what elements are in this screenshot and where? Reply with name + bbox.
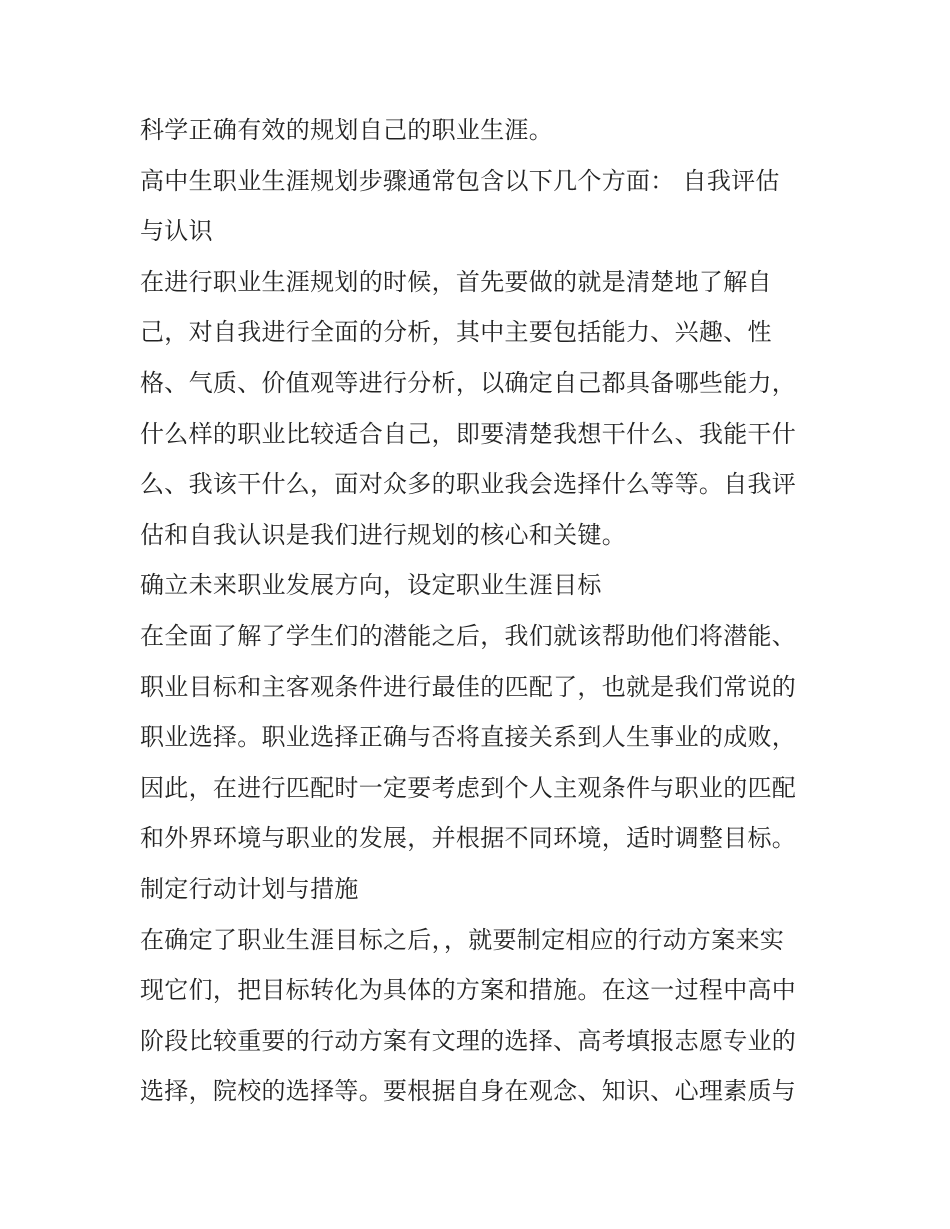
body-text-line: 什么样的职业比较适合自己，即要清楚我想干什么、我能干什 — [140, 419, 797, 448]
body-text-line: 阶段比较重要的行动方案有文理的选择、高考填报志愿专业的 — [140, 1026, 797, 1055]
body-text-line: 在进行职业生涯规划的时候，首先要做的就是清楚地了解自 — [140, 267, 772, 296]
body-text-line: 因此，在进行匹配时一定要考虑到个人主观条件与职业的匹配 — [140, 773, 797, 802]
body-text-line: 和外界环境与职业的发展，并根据不同环境，适时调整目标。 — [140, 824, 797, 853]
body-text-line: 职业目标和主客观条件进行最佳的匹配了，也就是我们常说的 — [140, 672, 797, 701]
body-text-line: 职业选择。职业选择正确与否将直接关系到人生事业的成败， — [140, 723, 797, 752]
body-text-line: 科学正确有效的规划自己的职业生涯。 — [140, 116, 554, 144]
body-text-line: 高中生职业生涯规划步骤通常包含以下几个方面： 自我评估 — [140, 166, 780, 195]
body-text-line: 己，对自我进行全面的分析，其中主要包括能力、兴趣、性 — [140, 318, 772, 347]
body-text-line: 现它们，把目标转化为具体的方案和措施。在这一过程中高中 — [140, 976, 797, 1005]
section-heading-career-goal: 确立未来职业发展方向，设定职业生涯目标 — [140, 571, 602, 600]
body-text-line: 在确定了职业生涯目标之后，，就要制定相应的行动方案来实 — [140, 925, 785, 954]
document-page — [140, 112, 820, 1124]
body-text-line: 格、气质、价值观等进行分析，以确定自己都具备哪些能力， — [140, 368, 797, 397]
body-text-line: 估和自我认识是我们进行规划的核心和关键。 — [140, 520, 626, 549]
section-heading-self-assessment: 与认识 — [140, 217, 213, 246]
section-heading-action-plan: 制定行动计划与措施 — [140, 874, 359, 903]
body-text-line: 选择，院校的选择等。要根据自身在观念、知识、心理素质与 — [140, 1077, 797, 1106]
body-text-line: 么、我该干什么，面对众多的职业我会选择什么等等。自我评 — [140, 470, 797, 499]
body-text-line: 在全面了解了学生们的潜能之后，我们就该帮助他们将潜能、 — [140, 621, 797, 650]
